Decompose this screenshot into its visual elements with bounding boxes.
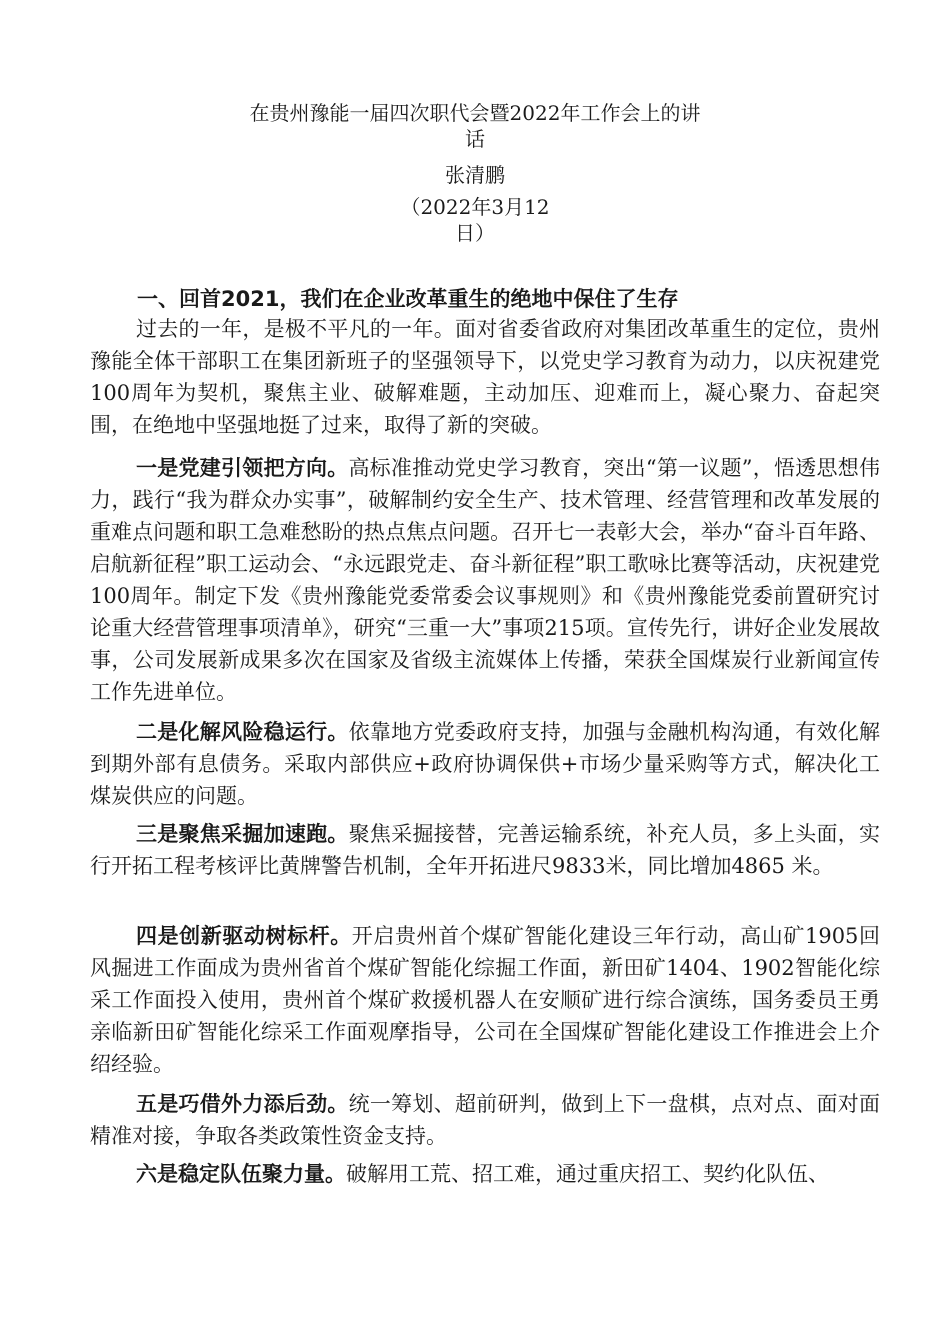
paragraph-lead: 五是巧借外力添后劲。 — [136, 1092, 349, 1116]
title-line-2: 话 — [465, 127, 485, 151]
paragraph-lead: 四是创新驱动树标杆。 — [136, 924, 352, 948]
intro-paragraph: 过去的一年，是极不平凡的一年。面对省委省政府对集团改革重生的定位，贵州豫能全体干部职工在集团新班子的坚强领导下，以党史学习教育为动力，以庆祝建党100周年为契机，聚焦主业、破解难题，主动加压、迎难而上，凝心聚力、奋起突围，在绝地中坚强地挺了过来，取得了新的突破。 — [90, 317, 880, 437]
paragraph-lead: 六是稳定队伍聚力量。 — [136, 1162, 346, 1186]
paragraph-party-building — [90, 452, 880, 708]
title-line-1: 在贵州豫能一届四次职代会暨2022年工作会上的讲 — [249, 101, 701, 125]
paragraph-lead: 三是聚焦采掘加速跑。 — [136, 822, 349, 846]
paragraph-risk — [90, 716, 880, 812]
paragraph-text: 统一筹划、超前研判，做到上下一盘棋，点对点、面对面精准对接，争取各类政策性资金支持。 — [90, 1092, 881, 1148]
paragraph-excavation — [90, 818, 880, 882]
section-heading: 一、回首2021，我们在企业改革重生的绝地中保住了生存 — [137, 287, 679, 311]
paragraph-lead: 二是化解风险稳运行。 — [136, 720, 349, 744]
date-line-1: （2022年3月12 — [400, 195, 550, 219]
paragraph-lead: 一是党建引领把方向。 — [136, 456, 349, 480]
paragraph-workforce — [90, 1158, 880, 1190]
paragraph-text: 聚焦采掘接替，完善运输系统，补充人员，多上头面，实行开拓工程考核评比黄牌警告机制，全年开拓进尺9833米，同比增加4865 米。 — [90, 822, 881, 878]
paragraph-external-support — [90, 1088, 880, 1152]
paragraph-text: 破解用工荒、招工难，通过重庆招工、契约化队伍、 — [346, 1162, 829, 1186]
speech-date — [180, 194, 770, 246]
paragraph-text: 开启贵州首个煤矿智能化建设三年行动，高山矿1905回风掘进工作面成为贵州省首个煤矿智能化综掘工作面，新田矿1404、1902智能化综采工作面投入使用，贵州首个煤矿救援机器人在安顺矿进行综合演练，国务委员王勇亲临新田矿智能化综采工作面观摩指导，公司在全国煤矿智能化建设工作推进会上介绍经验。 — [90, 924, 880, 1076]
author-name: 张清鹏 — [445, 163, 505, 187]
date-line-2: 日） — [455, 221, 495, 245]
document-title — [180, 100, 770, 152]
paragraph-innovation — [90, 920, 880, 1080]
paragraph-text: 高标准推动党史学习教育，突出“第一议题”，悟透思想伟力，践行“我为群众办实事”，破解制约安全生产、技术管理、经营管理和改革发展的重难点问题和职工急难愁盼的热点焦点问题。召开七一表彰大会，举办“奋斗百年路、启航新征程”职工运动会、“永远跟党走、奋斗新征程”职工歌咏比赛等活动，庆祝建党100周年。制定下发《贵州豫能党委常委会议事规则》和《贵州豫能党委前置研究讨论重大经营管理事项清单》，研究“三重一大”事项215项。宣传先行，讲好企业发展故事，公司发展新成果多次在国家及省级主流媒体上传播，荣获全国煤炭行业新闻宣传工作先进单位。 — [90, 456, 880, 704]
paragraph-text: 依靠地方党委政府支持，加强与金融机构沟通，有效化解到期外部有息债务。采取内部供应+政府协调保供+市场少量采购等方式，解决化工煤炭供应的问题。 — [90, 720, 881, 808]
